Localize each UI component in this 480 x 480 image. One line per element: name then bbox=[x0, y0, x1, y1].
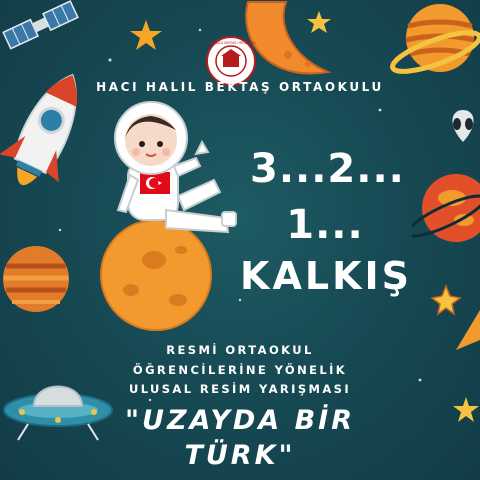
subtitle-line-1: RESMİ ORTAOKUL bbox=[166, 343, 314, 357]
subtitle-line-2: ÖĞRENCİLERİNE YÖNELİK bbox=[132, 363, 348, 377]
star-icon bbox=[128, 18, 164, 54]
competition-title-line-2: TÜRK" bbox=[184, 440, 296, 471]
countdown-line-1: 3...2... bbox=[250, 146, 405, 192]
school-name: HACI HALIL BEKTAŞ ORTAOKULU bbox=[96, 80, 384, 94]
subtitle-line-3: ULUSAL RESİM YARIŞMASI bbox=[128, 382, 352, 396]
competition-title-line-1: "UZAYDA BİR bbox=[124, 405, 356, 436]
satellite-icon bbox=[0, 0, 90, 50]
red-planet-icon bbox=[412, 168, 480, 252]
countdown-line-2: 1... bbox=[286, 202, 364, 248]
alien-icon bbox=[448, 108, 478, 144]
logo-text: HACI HALIL BEKTAŞ ORTAOKULU bbox=[206, 41, 256, 45]
striped-planet-icon bbox=[0, 244, 74, 314]
school-logo bbox=[206, 36, 256, 86]
astronaut-illustration bbox=[96, 100, 256, 340]
shooting-star-icon bbox=[426, 280, 480, 350]
countdown-line-3: KALKIŞ bbox=[240, 254, 413, 298]
